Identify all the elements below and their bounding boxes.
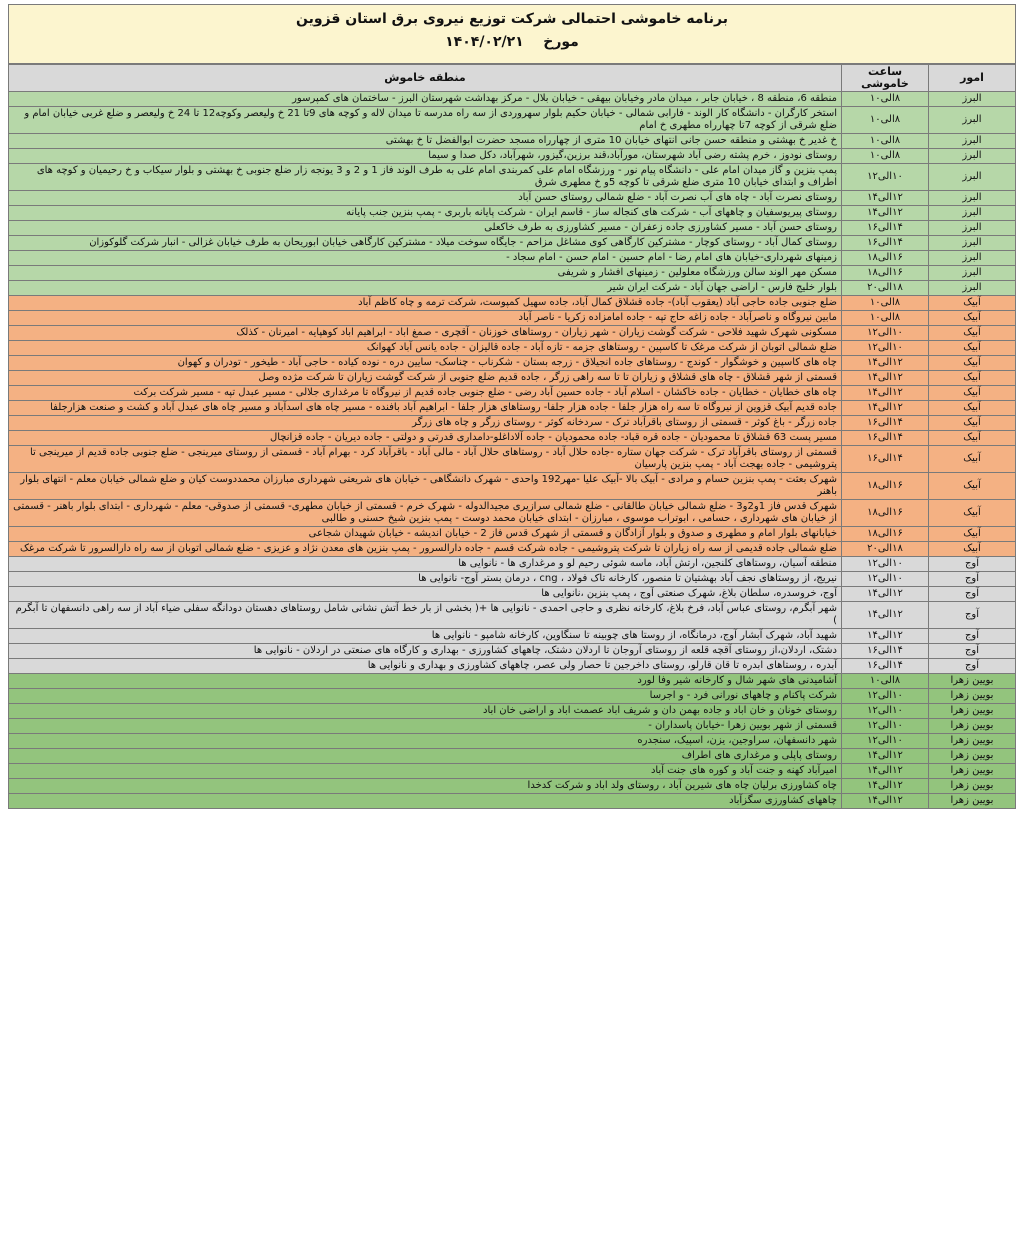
area-cell: روستای پاپلی و مرغداری های اطراف — [9, 749, 842, 764]
hour-cell: ۱۲الی۱۴ — [842, 401, 929, 416]
hour-cell: ۱۴الی۱۶ — [842, 416, 929, 431]
omur-cell: آوج — [929, 644, 1016, 659]
omur-cell: آبیک — [929, 500, 1016, 527]
hour-cell: ۱۶الی۱۸ — [842, 473, 929, 500]
hour-cell: ۸الی۱۰ — [842, 149, 929, 164]
area-cell: ضلع شمالی جاده قدیمی از سه راه زیاران تا شرکت پتروشیمی - جاده شرکت قسم - جاده دارالسرور - پمپ بنزین های معدن نژاد و عزیزی - ضلع شمالی اتوبان از سه راه دارالسرور تا شرکت مرغک — [9, 542, 842, 557]
omur-cell: البرز — [929, 236, 1016, 251]
omur-cell: بویین زهرا — [929, 794, 1016, 809]
hour-cell: ۱۲الی۱۴ — [842, 371, 929, 386]
area-cell: روستای نودوز ، خرم پشته رضی آباد شهرستان، مورآباد،قند برزین،گیزور، شهرآباد، دکل صدا و سیما — [9, 149, 842, 164]
omur-cell: بویین زهرا — [929, 749, 1016, 764]
omur-cell: البرز — [929, 149, 1016, 164]
hour-cell: ۱۰الی۱۲ — [842, 734, 929, 749]
omur-cell: البرز — [929, 221, 1016, 236]
table-row — [9, 371, 1016, 386]
table-row — [9, 92, 1016, 107]
omur-cell: آوج — [929, 587, 1016, 602]
hour-cell: ۱۰الی۱۲ — [842, 164, 929, 191]
table-row — [9, 107, 1016, 134]
table-row — [9, 473, 1016, 500]
table-row — [9, 689, 1016, 704]
outage-table — [8, 64, 1016, 809]
omur-cell: آبیک — [929, 341, 1016, 356]
table-row — [9, 149, 1016, 164]
omur-cell: بویین زهرا — [929, 674, 1016, 689]
hour-cell: ۱۰الی۱۲ — [842, 719, 929, 734]
table-row — [9, 719, 1016, 734]
area-cell: روستای حسن آباد - مسیر کشاورزی جاده زعفران - مسیر کشاورزی به طرف خاکعلی — [9, 221, 842, 236]
table-row — [9, 296, 1016, 311]
omur-cell: آبیک — [929, 311, 1016, 326]
omur-cell: آبیک — [929, 326, 1016, 341]
table-row — [9, 311, 1016, 326]
column-header-area: منطقه خاموش — [9, 65, 842, 92]
table-row — [9, 764, 1016, 779]
table-row — [9, 236, 1016, 251]
table-row — [9, 602, 1016, 629]
area-cell: مابین نیروگاه و ناصرآباد - جاده زاغه حاج تپه - جاده امامزاده زکریا - ناصر آباد — [9, 311, 842, 326]
table-row — [9, 164, 1016, 191]
omur-cell: بویین زهرا — [929, 719, 1016, 734]
area-cell: ضلع جنوبی جاده حاجی آباد (یعقوب آباد)- جاده قشلاق کمال آباد، جاده سهیل کمپوست، شرکت ترمه و چاه کاظم آباد — [9, 296, 842, 311]
date-line — [9, 27, 1015, 50]
area-cell: چاههای کشاورزی سگزآباد — [9, 794, 842, 809]
area-cell: جاده زرگر - باغ کوثر - قسمتی از روستای باقرآباد ترک - سردخانه کوثر - روستای زرگر و چاه های زرگر — [9, 416, 842, 431]
hour-cell: ۱۲الی۱۴ — [842, 386, 929, 401]
hour-cell: ۸الی۱۰ — [842, 107, 929, 134]
area-cell: زمینهای شهرداری-خیابان های امام رضا - امام حسین - امام حسن - امام سجاد - — [9, 251, 842, 266]
omur-cell: آبیک — [929, 416, 1016, 431]
omur-cell: البرز — [929, 191, 1016, 206]
area-cell: چاه های کاسپین و خوشگوار - کوندج - روستاهای جاده انجیلاق - زرجه بستان - شکرناب - چناسک- سایین دره - نوده کیاده - حاجی آباد - طیخور - تودران و کهوان — [9, 356, 842, 371]
table-row — [9, 779, 1016, 794]
table-row — [9, 500, 1016, 527]
table-row — [9, 794, 1016, 809]
omur-cell: البرز — [929, 206, 1016, 221]
omur-cell: آوج — [929, 572, 1016, 587]
hour-cell: ۱۴الی۱۶ — [842, 221, 929, 236]
omur-cell: آبیک — [929, 431, 1016, 446]
area-cell: دشتک، اردلان،از روستای آقچه قلعه از روستای آروجان تا اردلان دشتک، چاههای کشاورزی - بهداری و کارگاه های صنعتی در اردلان - نانوایی ها — [9, 644, 842, 659]
area-cell: آوج، خروسدره، سلطان بلاغ، شهرک صنعتی آوج ، پمپ بنزین ،نانوایی ها — [9, 587, 842, 602]
date-label: مورخ — [543, 34, 579, 50]
hour-cell: ۱۰الی۱۲ — [842, 704, 929, 719]
area-cell: مسیر پست 63 قشلاق تا محمودیان - جاده قره قباد- جاده محمودیان - جاده آلاداغلو-دامداری قدرتی و دولتی - جاده دیریان - جاده قزانچال — [9, 431, 842, 446]
table-row — [9, 221, 1016, 236]
area-cell: مسکن مهر الوند سالن ورزشگاه معلولین - زمینهای افشار و شریفی — [9, 266, 842, 281]
omur-cell: البرز — [929, 92, 1016, 107]
table-row — [9, 326, 1016, 341]
omur-cell: آبیک — [929, 371, 1016, 386]
hour-cell: ۱۴الی۱۶ — [842, 644, 929, 659]
omur-cell: البرز — [929, 107, 1016, 134]
table-row — [9, 629, 1016, 644]
omur-cell: آبیک — [929, 473, 1016, 500]
hour-cell: ۱۰الی۱۲ — [842, 557, 929, 572]
hour-cell: ۱۲الی۱۴ — [842, 602, 929, 629]
hour-cell: ۱۸الی۲۰ — [842, 281, 929, 296]
table-row — [9, 674, 1016, 689]
outage-sheet — [8, 4, 1016, 809]
area-cell: روستای خونان و خان اباد و جاده بهمن دان و شریف اباد عصمت اباد و اراضی خان اباد — [9, 704, 842, 719]
area-cell: ضلع شمالی اتوبان از شرکت مرغک تا کاسپین - روستاهای جزمه - تازه آباد - جاده قالیزان - جاده یانس آباد کهوانک — [9, 341, 842, 356]
hour-cell: ۸الی۱۰ — [842, 92, 929, 107]
date-value: ۱۴۰۴/۰۲/۲۱ — [445, 34, 524, 50]
area-cell: شهر دانسفهان، سراوجین، یزن، اسپیک، سنجدره — [9, 734, 842, 749]
area-cell: شرکت پاکنام و چاههای نورانی فرد - و اجرسا — [9, 689, 842, 704]
table-row — [9, 416, 1016, 431]
table-row — [9, 431, 1016, 446]
omur-cell: البرز — [929, 281, 1016, 296]
hour-cell: ۸الی۱۰ — [842, 296, 929, 311]
table-row — [9, 542, 1016, 557]
area-cell: قسمتی از روستای باقرآباد ترک - شرکت جهان ستاره -جاده حلال آباد - روستاهای حلال آباد - مالی آباد - باقرآباد کرد - بهرام آباد - قسمتی از روستای میرینجی - ضلع جنوبی جاده قدیم از میرینجی تا پتروشیمی - جاده بهجت آباد - پمپ بنزین پارسیان — [9, 446, 842, 473]
area-cell: قسمتی از شهر بویین زهرا -خیابان پاسداران - — [9, 719, 842, 734]
table-row — [9, 644, 1016, 659]
area-cell: شهرک قدس فاز 1و2و3 - ضلع شمالی خیابان طالقانی - ضلع شمالی سرازیری مجیدالدوله - شهرک خرم - قسمتی از خیابان مطهری- قسمتی از صدوقی- معلم - شهرداری - ابتدای بلوار باهنر - قسمتی از خیابان های شهرداری ، حسامی ، ابوتراب موسوی ، مبارزان - ابتدای خیابان محمد دوست - پمپ بنزین شیخ حسنی و طالبی — [9, 500, 842, 527]
hour-cell: ۸الی۱۰ — [842, 134, 929, 149]
hour-cell: ۱۲الی۱۴ — [842, 356, 929, 371]
table-header-row — [9, 65, 1016, 92]
column-header-omur: امور — [929, 65, 1016, 92]
omur-cell: بویین زهرا — [929, 734, 1016, 749]
hour-cell: ۱۴الی۱۶ — [842, 236, 929, 251]
area-cell: مسکونی شهرک شهید فلاحی - شرکت گوشت زیاران - شهر زیاران - روستاهای خوزنان - آقچری - صمغ اباد - ابراهیم اباد کوهپایه - امیرنان - کذلک — [9, 326, 842, 341]
table-row — [9, 572, 1016, 587]
omur-cell: آبیک — [929, 542, 1016, 557]
area-cell: نیریج، از روستاهای نجف آباد بهشتیان تا منصور، کارخانه تاک فولاد ، cng ، درمان بستر آوج- نانوایی ها — [9, 572, 842, 587]
hour-cell: ۱۲الی۱۴ — [842, 206, 929, 221]
table-row — [9, 659, 1016, 674]
omur-cell: آوج — [929, 659, 1016, 674]
area-cell: آبدره ، روستاهای ابدره تا قان قارلو، روستای داخرجین تا حصار ولی عصر، چاههای کشاورزی و بهداری و نانوایی ها — [9, 659, 842, 674]
table-row — [9, 191, 1016, 206]
hour-cell: ۱۴الی۱۶ — [842, 431, 929, 446]
area-cell: شهید آباد، شهرک آبشار آوج، درمانگاه، از روستا های چوبینه تا سنگاوین، کارخانه شامپو - نانوایی ها — [9, 629, 842, 644]
table-row — [9, 134, 1016, 149]
table-row — [9, 206, 1016, 221]
hour-cell: ۱۶الی۱۸ — [842, 527, 929, 542]
table-row — [9, 341, 1016, 356]
omur-cell: البرز — [929, 164, 1016, 191]
table-row — [9, 446, 1016, 473]
omur-cell: آوج — [929, 557, 1016, 572]
omur-cell: بویین زهرا — [929, 779, 1016, 794]
table-row — [9, 386, 1016, 401]
omur-cell: البرز — [929, 266, 1016, 281]
hour-cell: ۱۲الی۱۴ — [842, 749, 929, 764]
area-cell: منطقه آسیان، روستاهای کلنجین، ارتش آباد، ماسه شوئی رحیم لو و مرغداری ها - نانوایی ها — [9, 557, 842, 572]
area-cell: خ غدیر خ بهشتی و منطقه حسن جانی انتهای خیابان 10 متری از چهارراه مسجد حضرت ابوالفضل تا خ بهشتی — [9, 134, 842, 149]
table-row — [9, 266, 1016, 281]
hour-cell: ۱۸الی۲۰ — [842, 542, 929, 557]
area-cell: خیابانهای بلوار امام و مطهری و صدوق و بلوار آزادگان و قسمتی از شهرک قدس فاز 2 - خیابان اندیشه - خیابان شهیدان شجاعی — [9, 527, 842, 542]
area-cell: چاه های خطایان - خطایان - جاده خاکشان - اسلام آباد - جاده حسین آباد رضی - ضلع جنوبی جاده قدیم از نیروگاه تا مرغداری جلالی - مسیر عبدل تپه - مسیر شرکت برکت — [9, 386, 842, 401]
area-cell: روستای کمال آباد - روستای کوچار - مشترکین کارگاهی کوی مشاغل مزاحم - جایگاه سوخت میلاد - مشترکین کارگاهی خیابان ابوریحان به طرف خیابان غزالی - انبار شرکت گلوکوزان — [9, 236, 842, 251]
hour-cell: ۱۲الی۱۴ — [842, 764, 929, 779]
area-cell: استخر کارگران - دانشگاه کار الوند - فارابی شمالی - خیابان حکیم بلوار سهروردی از سه راه مدرسه تا میدان لاله و کوچه های 9تا 21 خ ولیعصر وکوچه12 تا 24 خ ولیعصر و ضلع غربی خیابان امام و ضلع شرقی از کوچه 7تا چهارراه مطهری خ امام — [9, 107, 842, 134]
hour-cell: ۱۰الی۱۲ — [842, 572, 929, 587]
hour-cell: ۱۰الی۱۲ — [842, 689, 929, 704]
omur-cell: آبیک — [929, 356, 1016, 371]
omur-cell: آوج — [929, 602, 1016, 629]
omur-cell: بویین زهرا — [929, 704, 1016, 719]
omur-cell: آبیک — [929, 296, 1016, 311]
area-cell: پمپ بنزین و گاز میدان امام علی - دانشگاه پیام نور - ورزشگاه امام علی کمربندی امام علی به طرف الوند فاز 1 و 2 و 3 یونجه زار ضلع جنوبی خ بهشتی و بلوار سیکاب و خ رحیمیان و کوچه های اطراف و ابتدای خیابان 10 متری ضلع شرقی تا کوچه 5و خ مطهری شرق — [9, 164, 842, 191]
omur-cell: البرز — [929, 134, 1016, 149]
omur-cell: آبیک — [929, 401, 1016, 416]
hour-cell: ۱۶الی۱۸ — [842, 251, 929, 266]
hour-cell: ۱۴الی۱۶ — [842, 446, 929, 473]
hour-cell: ۱۲الی۱۴ — [842, 794, 929, 809]
area-cell: روستای پیریوسفیان و چاههای آب - شرکت های کنجاله ساز - قاسم ایران - شرکت پایانه باربری - پمپ بنزین جنب پایانه — [9, 206, 842, 221]
page-title: برنامه خاموشی احتمالی شرکت توزیع نیروی برق استان قزوین — [296, 11, 728, 27]
table-row — [9, 587, 1016, 602]
omur-cell: بویین زهرا — [929, 689, 1016, 704]
hour-cell: ۱۶الی۱۸ — [842, 266, 929, 281]
table-row — [9, 251, 1016, 266]
area-cell: بلوار خلیج فارس - اراضی جهان آباد - شرکت ایران شیر — [9, 281, 842, 296]
hour-cell: ۱۰الی۱۲ — [842, 341, 929, 356]
area-cell: چاه کشاورزی برلیان چاه های شیرین آباد ، روستای ولد اباد و شرکت کدخدا — [9, 779, 842, 794]
omur-cell: بویین زهرا — [929, 764, 1016, 779]
table-row — [9, 704, 1016, 719]
table-row — [9, 281, 1016, 296]
table-row — [9, 527, 1016, 542]
table-row — [9, 356, 1016, 371]
omur-cell: آبیک — [929, 386, 1016, 401]
hour-cell: ۱۲الی۱۴ — [842, 587, 929, 602]
area-cell: جاده قدیم آبیک قزوین از نیروگاه تا سه راه هزار جلفا - جاده هزار جلفا- روستاهای هزار جلفا - ابراهیم آباد بافنده - مسیر چاه های اسدآباد و مسیر چاه های عبدل آباد و کشت و صنعت هزارجلفا — [9, 401, 842, 416]
hour-cell: ۸الی۱۰ — [842, 311, 929, 326]
area-cell: روستای نصرت آباد - چاه های آب نصرت آباد - ضلع شمالی روستای حسن آباد — [9, 191, 842, 206]
hour-cell: ۱۶الی۱۸ — [842, 500, 929, 527]
hour-cell: ۱۲الی۱۴ — [842, 779, 929, 794]
column-header-hour: ساعت خاموشی — [842, 65, 929, 92]
area-cell: منطقه 6، منطقه 8 ، خیابان جابر ، میدان مادر وخیابان بیهقی - خیابان بلال - مرکز بهداشت شهرستان البرز - ساختمان های کمپرسور — [9, 92, 842, 107]
table-row — [9, 734, 1016, 749]
area-cell: شهر آبگرم، روستای عباس آباد، فرخ بلاغ، کارخانه نظری و حاجی احمدی - نانوایی ها +( بخشی از بار خط آتش نشانی شامل روستاهای دهستان دودانگه سفلی ضیاء آباد از سه راهی دانسفهان تا آبگرم ) — [9, 602, 842, 629]
hour-cell: ۱۴الی۱۶ — [842, 659, 929, 674]
hour-cell: ۱۰الی۱۲ — [842, 326, 929, 341]
hour-cell: ۸الی۱۰ — [842, 674, 929, 689]
hour-cell: ۱۲الی۱۴ — [842, 191, 929, 206]
title-block — [8, 4, 1016, 64]
table-row — [9, 749, 1016, 764]
table-row — [9, 401, 1016, 416]
omur-cell: آبیک — [929, 527, 1016, 542]
table-row — [9, 557, 1016, 572]
omur-cell: آبیک — [929, 446, 1016, 473]
area-cell: آشامیدنی های شهر شال و کارخانه شیر وفا لورد — [9, 674, 842, 689]
area-cell: قسمتی از شهر قشلاق - چاه های قشلاق و زیاران تا تا سه راهی زرگر ، جاده قدیم ضلع جنوبی از شرکت گوشت زیاران تا شرکت مژده وصل — [9, 371, 842, 386]
omur-cell: آوج — [929, 629, 1016, 644]
omur-cell: البرز — [929, 251, 1016, 266]
table-body — [9, 92, 1016, 809]
area-cell: شهرک بعثت - پمپ بنزین حسام و مرادی - آبیک بالا -آبیک علیا -مهر192 واحدی - شهرک دانشگاهی - خیابان های شریعتی شهرداری مبارزان محمددوست کیان و ضلع شمالی خیابان معلم - انتهای بلوار باهنر — [9, 473, 842, 500]
hour-cell: ۱۲الی۱۴ — [842, 629, 929, 644]
area-cell: امیرآباد کهنه و جنت آباد و کوره های جنت آباد — [9, 764, 842, 779]
